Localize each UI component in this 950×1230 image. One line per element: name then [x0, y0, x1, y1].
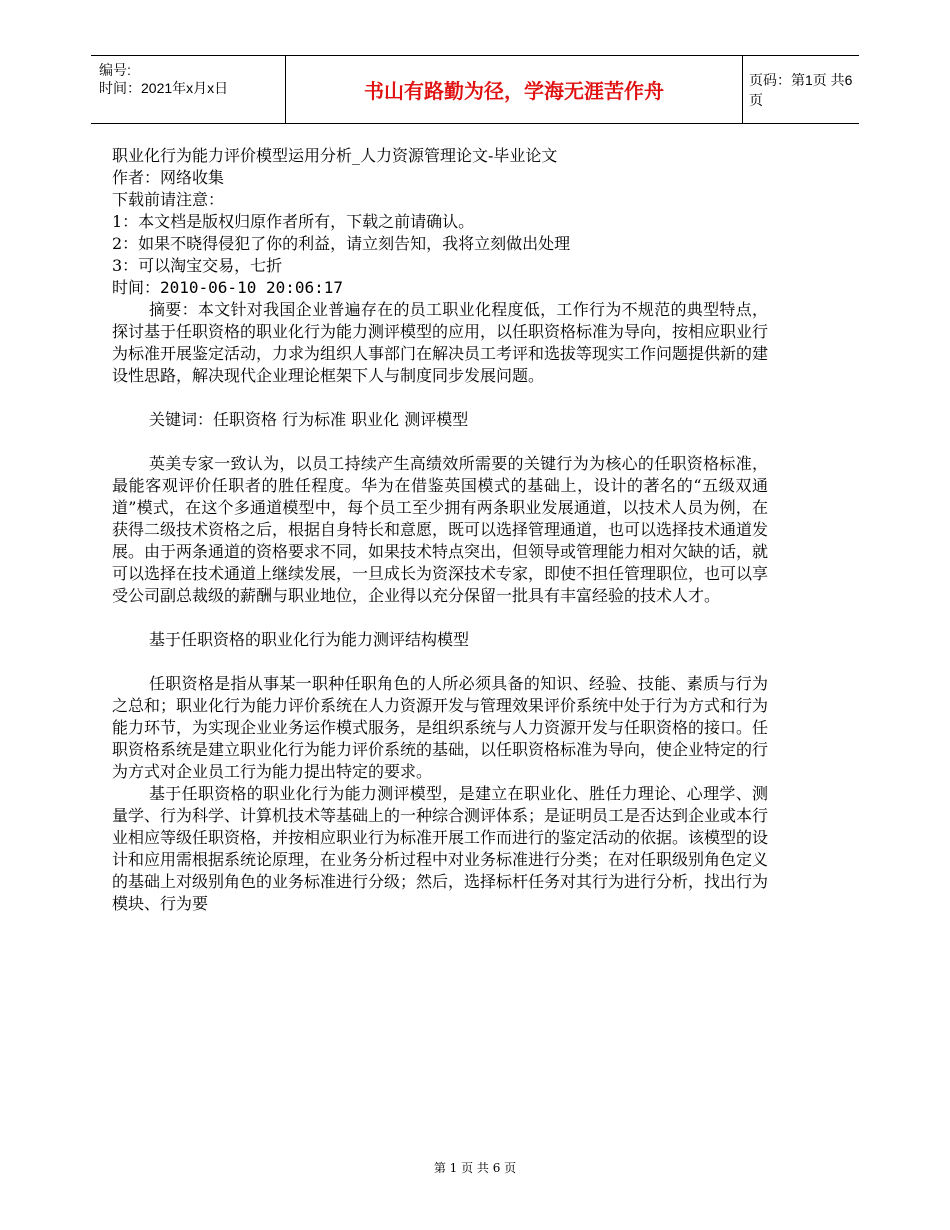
notice-heading: 下载前请注意：	[112, 190, 225, 209]
keywords-line: 关键词：任职资格 行为标准 职业化 测评模型	[149, 410, 469, 429]
abstract-paragraph: 摘要：本文针对我国企业普遍存在的员工职业化程度低，工作行为不规范的典型特点，探讨基于任职资格的职业化行为能力测评模型的应用，以任职资格标准为导向，按相应职业行为标准开展鉴定活动，力求为组织人事部门在解决员工考评和选拔等现实工作问题提供新的建设性思路，解决现代企业理论框架下人与制度同步发展问题。	[112, 300, 769, 385]
document-body	[112, 145, 768, 915]
timestamp-line: 时间：2010-06-10 20:06:17	[112, 278, 344, 297]
document-title: 职业化行为能力评价模型运用分析_人力资源管理论文-毕业论文	[112, 146, 558, 165]
author-line: 作者：网络收集	[112, 168, 225, 187]
document-number-label: 编号:	[99, 62, 131, 78]
page-footer: 第 1 页 共 6 页	[433, 1161, 517, 1175]
notice-item-2: 2：如果不晓得侵犯了你的利益，请立刻告知，我将立刻做出处理	[112, 234, 571, 253]
section-heading: 基于任职资格的职业化行为能力测评结构模型	[149, 630, 470, 649]
body-paragraph-1: 英美专家一致认为，以员工持续产生高绩效所需要的关键行为为核心的任职资格标准，最能客观评价任职者的胜任程度。华为在借鉴英国模式的基础上，设计的著名的“五级双通道”模式，在这个多通道模型中，每个员工至少拥有两条职业发展通道，以技术人员为例，在获得二级技术资格之后，根据自身特长和意愿，既可以选择管理通道，也可以选择技术通道发展。由于两条通道的资格要求不同，如果技术特点突出，但领导或管理能力相对欠缺的话，就可以选择在技术通道上继续发展，一旦成长为资深技术专家，即使不担任管理职位，也可以享受公司副总裁级的薪酬与职业地位，企业得以充分保留一批具有丰富经验的技术人才。	[112, 454, 769, 605]
notice-item-1: 1：本文档是版权归原作者所有，下载之前请确认。	[112, 212, 475, 231]
body-paragraph-2: 任职资格是指从事某一职种任职角色的人所必须具备的知识、经验、技能、素质与行为之总和；职业化行为能力评价系统在人力资源开发与管理效果评价系统中处于行为方式和行为能力环节，为实现企业业务运作模式服务，是组织系统与人力资源开发与任职资格的接口。任职资格系统是建立职业化行为能力评价系统的基础，以任职资格标准为导向，使企业特定的行为方式对企业员工行为能力提出特定的要求。	[112, 674, 769, 781]
notice-item-3: 3：可以淘宝交易，七折	[112, 256, 283, 275]
header-page-label: 页码：第1页 共6页	[749, 71, 853, 108]
header-motto: 书山有路勤为径，学海无涯苦作舟	[285, 56, 743, 123]
header-left-cell	[91, 56, 285, 123]
body-paragraph-3: 基于任职资格的职业化行为能力测评模型，是建立在职业化、胜任力理论、心理学、测量学、行为科学、计算机技术等基础上的一种综合测评体系；是证明员工是否达到企业或本行业相应等级任职资格，并按相应职业行为标准开展工作而进行的鉴定活动的依据。该模型的设计和应用需根据系统论原理，在业务分析过程中对业务标准进行分类；在对任职级别角色定义的基础上对级别角色的业务标准进行分级；然后，选择标杆任务对其行为进行分析，找出行为模块、行为要	[112, 784, 769, 913]
date-label: 时间：2021年x月x日	[99, 80, 229, 96]
page-header	[91, 55, 859, 124]
